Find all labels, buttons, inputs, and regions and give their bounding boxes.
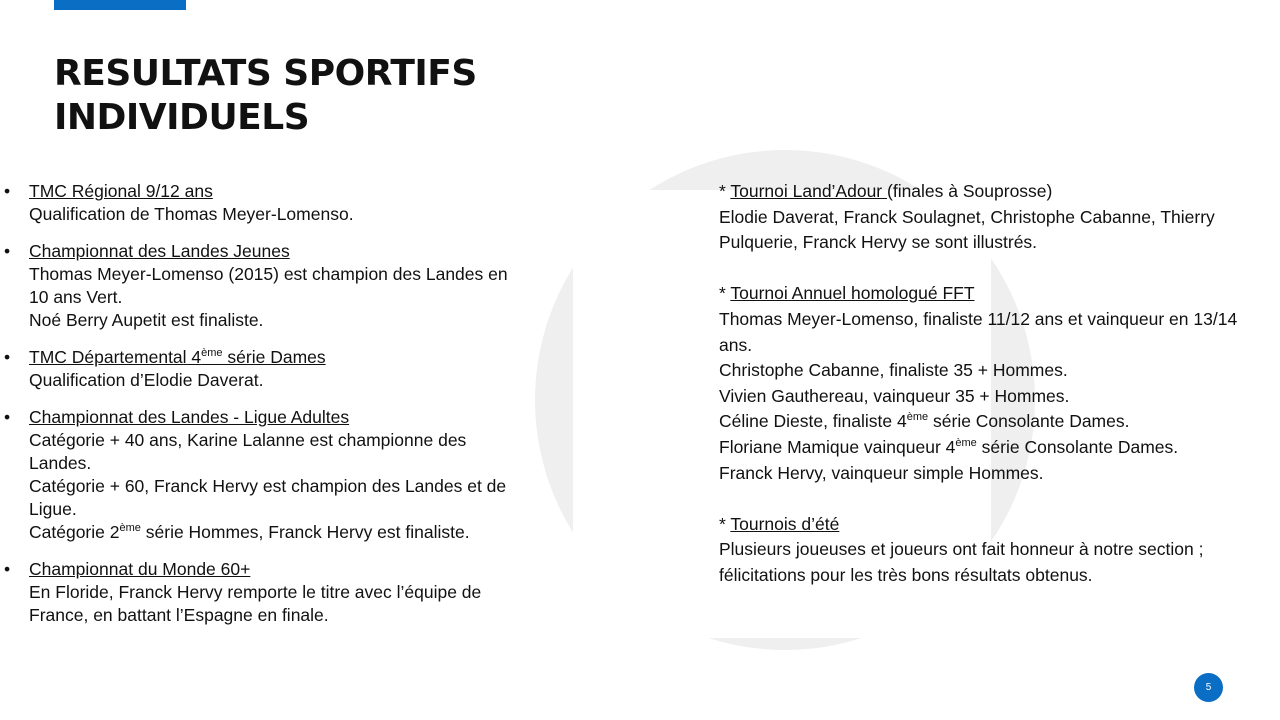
bullet: • — [4, 241, 11, 261]
tournament-section — [719, 281, 1249, 486]
heading-note: (finales à Souprosse) — [887, 181, 1053, 201]
superscript: ème — [119, 522, 141, 534]
heading-link-text: Tournoi Land’Adour — [730, 181, 887, 201]
section-text — [719, 435, 1249, 461]
list-item — [4, 406, 530, 544]
section-text — [719, 409, 1249, 435]
item-text: Qualification d’Elodie Daverat. — [29, 370, 264, 390]
item-heading: Championnat du Monde 60+ — [29, 559, 251, 579]
item-text: Thomas Meyer-Lomenso (2015) est champion des Landes en 10 ans Vert. — [29, 264, 508, 307]
section-text: Elodie Daverat, Franck Soulagnet, Christophe Cabanne, Thierry Pulquerie, Franck Hervy se sont illustrés. — [719, 206, 1215, 253]
section-heading — [719, 281, 1249, 307]
item-text: Catégorie + 40 ans, Karine Lalanne est championne des Landes. — [29, 430, 467, 473]
star-marker: * — [719, 513, 731, 534]
text-part: série Consolante Dames. — [976, 436, 1179, 457]
star-marker: * — [719, 181, 731, 201]
item-text: En Floride, Franck Hervy remporte le titre avec l’équipe de France, en battant l’Espagne en finale. — [29, 582, 482, 625]
text-part: série Hommes, Franck Hervy est finaliste. — [140, 522, 470, 542]
section-heading — [719, 179, 1249, 205]
tournament-section — [719, 179, 1249, 256]
item-text: Noé Berry Aupetit est finaliste. — [29, 310, 264, 330]
section-heading — [719, 512, 1249, 538]
tournament-section — [719, 512, 1249, 589]
text-part: Céline Dieste, finaliste 4 — [719, 411, 907, 432]
results-column-right — [719, 179, 1249, 614]
item-heading: TMC Régional 9/12 ans — [29, 181, 213, 201]
section-text: Christophe Cabanne, finaliste 35 + Hommes. — [719, 360, 1068, 381]
slide-title: RESULTATS SPORTIFS INDIVIDUELS — [54, 53, 477, 138]
bullet: • — [4, 347, 11, 367]
star-marker: * — [719, 283, 731, 304]
heading-link-text: Tournois d’été — [730, 513, 840, 534]
section-text: Plusieurs joueuses et joueurs ont fait honneur à notre section ; félicitations pour les très bons résultats obtenus. — [719, 539, 1204, 585]
results-list-left — [4, 180, 530, 641]
bullet: • — [4, 407, 11, 427]
list-item — [4, 346, 530, 392]
page-number-badge: 5 — [1194, 673, 1223, 702]
section-text: Vivien Gauthereau, vainqueur 35 + Hommes. — [719, 385, 1070, 406]
item-heading: Championnat des Landes - Ligue Adultes — [29, 407, 350, 427]
item-text — [29, 521, 530, 544]
section-text: Franck Hervy, vainqueur simple Hommes. — [719, 462, 1044, 483]
text-part: Catégorie 2 — [29, 522, 120, 542]
text-part: Floriane Mamique vainqueur 4 — [719, 436, 956, 457]
item-heading — [29, 346, 530, 369]
heading-part: TMC Départemental 4 — [29, 347, 202, 367]
superscript: ème — [906, 411, 929, 424]
bullet: • — [4, 559, 11, 579]
item-heading: Championnat des Landes Jeunes — [29, 241, 290, 261]
bullet: • — [4, 181, 11, 201]
list-item — [4, 180, 530, 226]
heading-link-text: Tournoi Annuel homologué FFT — [730, 283, 975, 304]
text-part: série Consolante Dames. — [928, 411, 1130, 432]
section-text: Thomas Meyer-Lomenso, finaliste 11/12 ans et vainqueur en 13/14 ans. — [719, 308, 1238, 355]
item-text: Qualification de Thomas Meyer-Lomenso. — [29, 204, 354, 224]
item-text: Catégorie + 60, Franck Hervy est champion des Landes et de Ligue. — [29, 476, 507, 519]
list-item — [4, 240, 530, 332]
accent-bar — [54, 0, 186, 10]
superscript: ème — [955, 436, 977, 449]
superscript: ème — [201, 347, 223, 359]
heading-part: série Dames — [222, 347, 326, 367]
list-item — [4, 558, 530, 627]
